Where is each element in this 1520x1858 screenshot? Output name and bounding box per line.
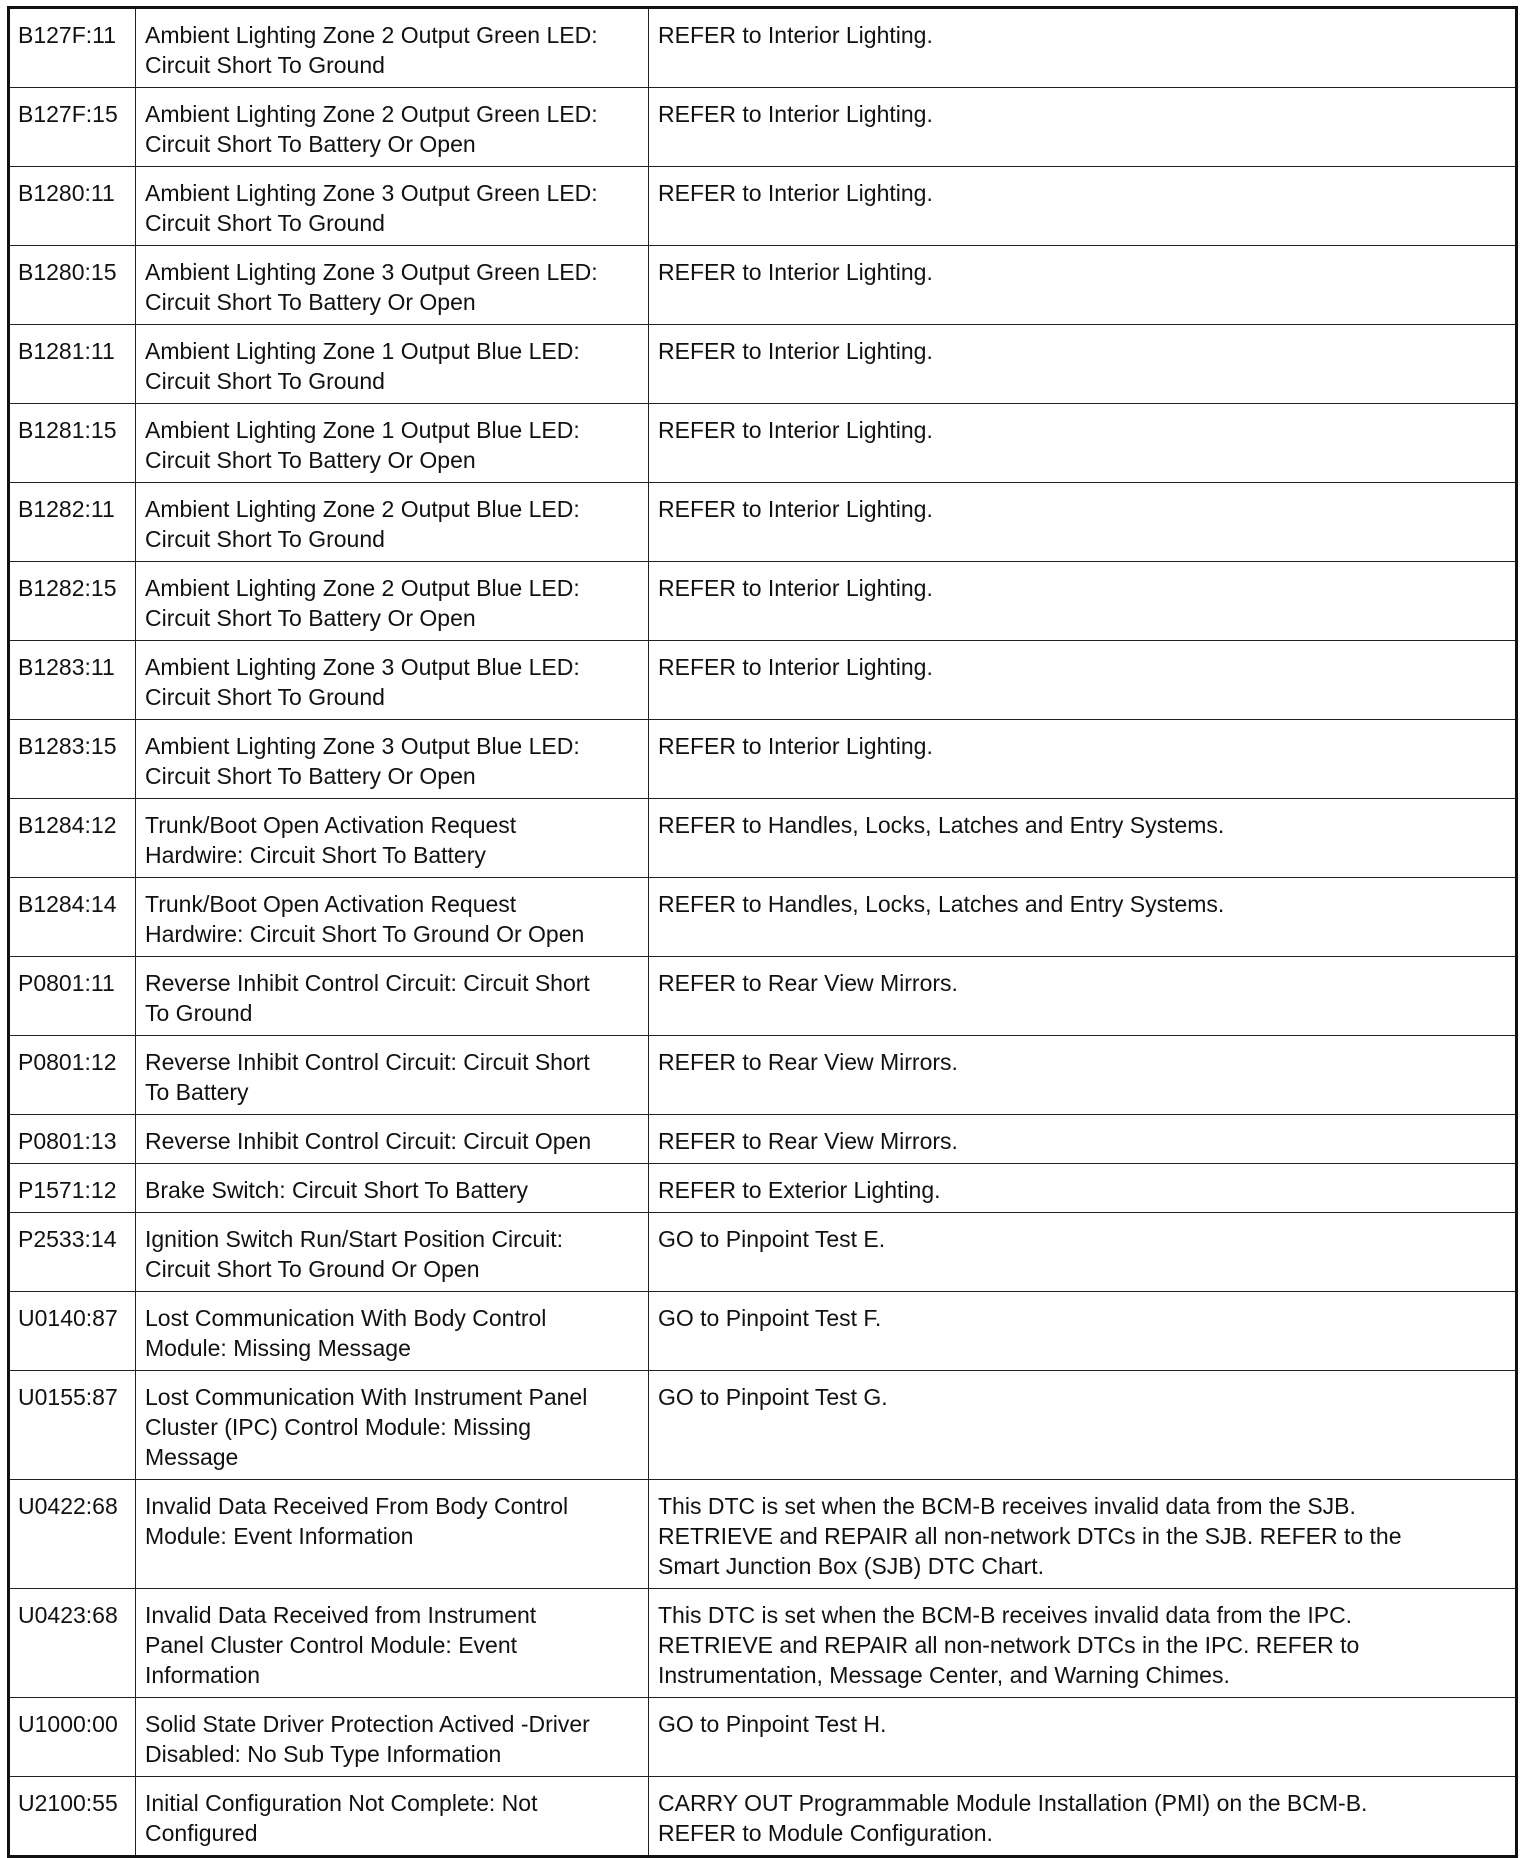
dtc-description-cell: Lost Communication With Instrument Panel Cluster (IPC) Control Module: Missing Message (136, 1371, 649, 1480)
table-row (9, 1371, 1517, 1480)
table-row (9, 720, 1517, 799)
dtc-action-cell: REFER to Interior Lighting. (649, 88, 1517, 167)
dtc-code-cell: U0155:87 (9, 1371, 136, 1480)
table-row (9, 1480, 1517, 1589)
dtc-action-cell: REFER to Handles, Locks, Latches and Entry Systems. (649, 878, 1517, 957)
dtc-code-cell: P0801:12 (9, 1036, 136, 1115)
table-row (9, 483, 1517, 562)
table-row (9, 1115, 1517, 1164)
dtc-description-cell: Invalid Data Received from Instrument Panel Cluster Control Module: Event Information (136, 1589, 649, 1698)
dtc-description-cell: Reverse Inhibit Control Circuit: Circuit Open (136, 1115, 649, 1164)
dtc-action-cell: REFER to Interior Lighting. (649, 325, 1517, 404)
dtc-action-cell: REFER to Interior Lighting. (649, 167, 1517, 246)
dtc-action-cell: GO to Pinpoint Test E. (649, 1213, 1517, 1292)
dtc-code-cell: B1280:15 (9, 246, 136, 325)
table-row (9, 1292, 1517, 1371)
dtc-description-cell: Ambient Lighting Zone 3 Output Blue LED: Circuit Short To Ground (136, 641, 649, 720)
dtc-description-cell: Ambient Lighting Zone 2 Output Green LED: Circuit Short To Battery Or Open (136, 88, 649, 167)
dtc-action-cell: REFER to Rear View Mirrors. (649, 1115, 1517, 1164)
dtc-description-cell: Lost Communication With Body Control Module: Missing Message (136, 1292, 649, 1371)
dtc-description-cell: Ambient Lighting Zone 2 Output Blue LED: Circuit Short To Battery Or Open (136, 562, 649, 641)
table-row (9, 167, 1517, 246)
table-row (9, 641, 1517, 720)
dtc-code-cell: B127F:11 (9, 8, 136, 88)
dtc-code-cell: P0801:11 (9, 957, 136, 1036)
dtc-action-cell: REFER to Rear View Mirrors. (649, 957, 1517, 1036)
dtc-action-cell: REFER to Exterior Lighting. (649, 1164, 1517, 1213)
table-row (9, 562, 1517, 641)
dtc-action-cell: This DTC is set when the BCM-B receives invalid data from the SJB. RETRIEVE and REPAIR all non-network DTCs in the SJB. REFER to the Smart Junction Box (SJB) DTC Chart. (649, 1480, 1517, 1589)
dtc-action-cell: REFER to Interior Lighting. (649, 562, 1517, 641)
dtc-action-cell: REFER to Interior Lighting. (649, 8, 1517, 88)
dtc-table (7, 6, 1518, 1858)
dtc-table-body (9, 8, 1517, 1857)
table-row (9, 878, 1517, 957)
dtc-description-cell: Ambient Lighting Zone 1 Output Blue LED: Circuit Short To Ground (136, 325, 649, 404)
table-row (9, 325, 1517, 404)
dtc-description-cell: Ambient Lighting Zone 2 Output Green LED: Circuit Short To Ground (136, 8, 649, 88)
table-row (9, 404, 1517, 483)
dtc-action-cell: CARRY OUT Programmable Module Installation (PMI) on the BCM-B. REFER to Module Configuration. (649, 1777, 1517, 1857)
dtc-code-cell: B127F:15 (9, 88, 136, 167)
dtc-action-cell: REFER to Interior Lighting. (649, 246, 1517, 325)
dtc-description-cell: Reverse Inhibit Control Circuit: Circuit Short To Ground (136, 957, 649, 1036)
dtc-code-cell: B1281:11 (9, 325, 136, 404)
dtc-action-cell: REFER to Interior Lighting. (649, 483, 1517, 562)
dtc-action-cell: GO to Pinpoint Test H. (649, 1698, 1517, 1777)
dtc-action-cell: REFER to Interior Lighting. (649, 720, 1517, 799)
table-row (9, 1164, 1517, 1213)
dtc-code-cell: B1283:11 (9, 641, 136, 720)
table-row (9, 1698, 1517, 1777)
table-row (9, 1777, 1517, 1857)
dtc-description-cell: Ambient Lighting Zone 3 Output Green LED: Circuit Short To Ground (136, 167, 649, 246)
dtc-code-cell: U0140:87 (9, 1292, 136, 1371)
dtc-code-cell: B1282:11 (9, 483, 136, 562)
table-row (9, 246, 1517, 325)
dtc-description-cell: Solid State Driver Protection Actived -Driver Disabled: No Sub Type Information (136, 1698, 649, 1777)
dtc-description-cell: Invalid Data Received From Body Control Module: Event Information (136, 1480, 649, 1589)
dtc-code-cell: B1280:11 (9, 167, 136, 246)
dtc-action-cell: GO to Pinpoint Test F. (649, 1292, 1517, 1371)
dtc-description-cell: Reverse Inhibit Control Circuit: Circuit Short To Battery (136, 1036, 649, 1115)
dtc-code-cell: U0422:68 (9, 1480, 136, 1589)
table-row (9, 1589, 1517, 1698)
dtc-description-cell: Ignition Switch Run/Start Position Circuit: Circuit Short To Ground Or Open (136, 1213, 649, 1292)
dtc-code-cell: B1282:15 (9, 562, 136, 641)
dtc-code-cell: B1284:14 (9, 878, 136, 957)
dtc-code-cell: B1284:12 (9, 799, 136, 878)
dtc-code-cell: B1283:15 (9, 720, 136, 799)
table-row (9, 1036, 1517, 1115)
dtc-code-cell: U1000:00 (9, 1698, 136, 1777)
dtc-action-cell: REFER to Handles, Locks, Latches and Entry Systems. (649, 799, 1517, 878)
table-row (9, 957, 1517, 1036)
dtc-description-cell: Brake Switch: Circuit Short To Battery (136, 1164, 649, 1213)
dtc-description-cell: Ambient Lighting Zone 1 Output Blue LED: Circuit Short To Battery Or Open (136, 404, 649, 483)
dtc-description-cell: Ambient Lighting Zone 3 Output Green LED: Circuit Short To Battery Or Open (136, 246, 649, 325)
dtc-description-cell: Ambient Lighting Zone 2 Output Blue LED: Circuit Short To Ground (136, 483, 649, 562)
table-row (9, 8, 1517, 88)
dtc-description-cell: Ambient Lighting Zone 3 Output Blue LED: Circuit Short To Battery Or Open (136, 720, 649, 799)
dtc-code-cell: B1281:15 (9, 404, 136, 483)
dtc-action-cell: REFER to Interior Lighting. (649, 404, 1517, 483)
dtc-action-cell: REFER to Interior Lighting. (649, 641, 1517, 720)
dtc-action-cell: This DTC is set when the BCM-B receives invalid data from the IPC. RETRIEVE and REPAIR all non-network DTCs in the IPC. REFER to Instrumentation, Message Center, and Warning Chimes. (649, 1589, 1517, 1698)
dtc-code-cell: U2100:55 (9, 1777, 136, 1857)
dtc-code-cell: U0423:68 (9, 1589, 136, 1698)
table-row (9, 88, 1517, 167)
dtc-description-cell: Trunk/Boot Open Activation Request Hardwire: Circuit Short To Battery (136, 799, 649, 878)
table-row (9, 799, 1517, 878)
dtc-code-cell: P2533:14 (9, 1213, 136, 1292)
dtc-action-cell: GO to Pinpoint Test G. (649, 1371, 1517, 1480)
dtc-code-cell: P1571:12 (9, 1164, 136, 1213)
table-row (9, 1213, 1517, 1292)
dtc-code-cell: P0801:13 (9, 1115, 136, 1164)
dtc-description-cell: Initial Configuration Not Complete: Not Configured (136, 1777, 649, 1857)
dtc-action-cell: REFER to Rear View Mirrors. (649, 1036, 1517, 1115)
dtc-description-cell: Trunk/Boot Open Activation Request Hardwire: Circuit Short To Ground Or Open (136, 878, 649, 957)
